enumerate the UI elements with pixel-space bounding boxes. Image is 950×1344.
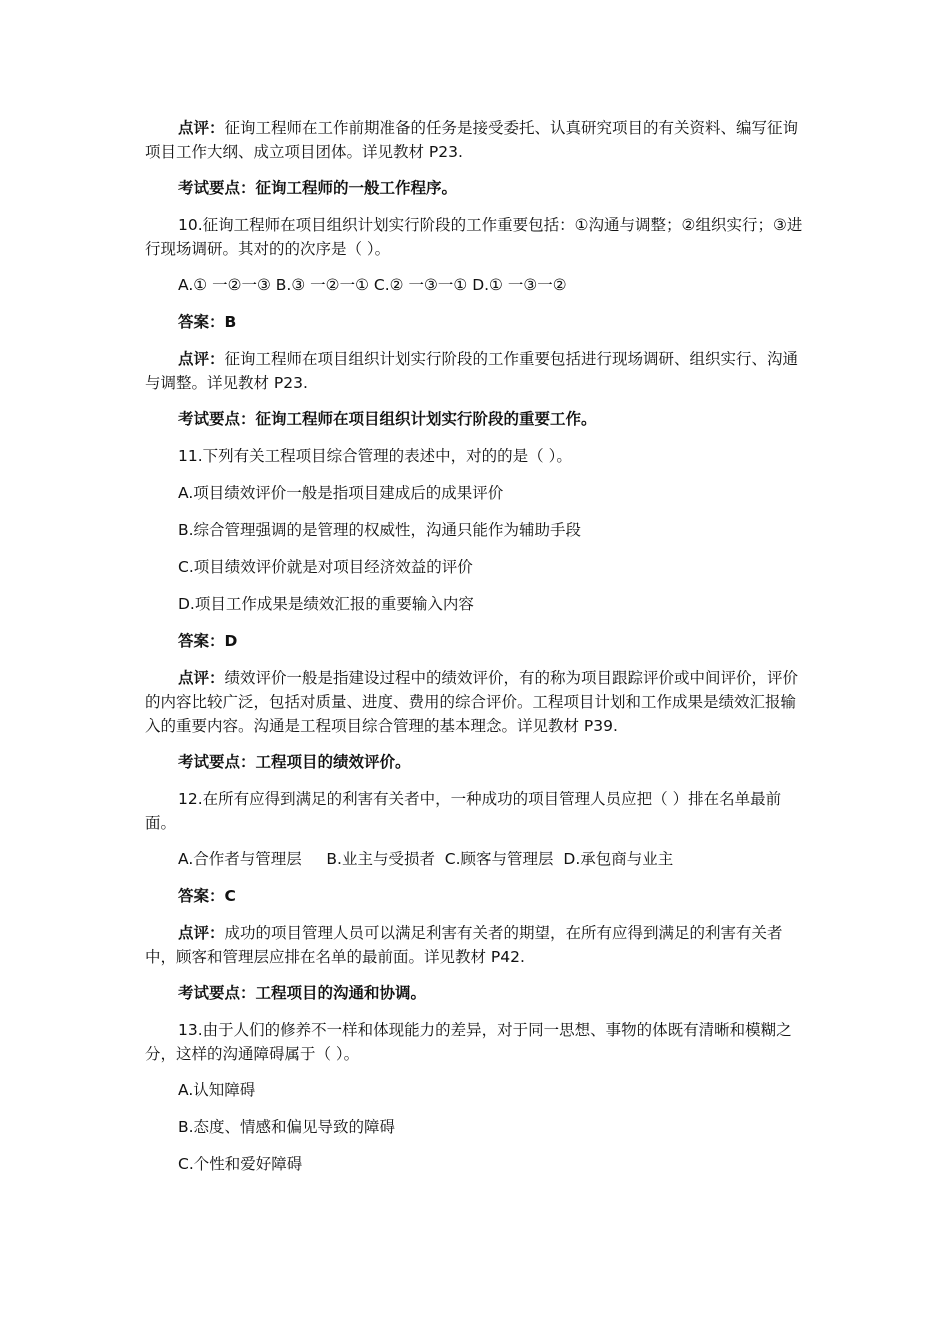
comment-text: 征询工程师在项目组织计划实行阶段的工作重要包括进行现场调研、组织实行、沟通与调整。详见教材 P23.: [145, 350, 799, 392]
option-a: A.项目绩效评价一般是指项目建成后的成果评价: [178, 484, 504, 502]
comment-label: 点评：: [178, 669, 225, 687]
exam-key-point: 考试要点：征询工程师在项目组织计划实行阶段的重要工作。: [178, 410, 597, 428]
comment-paragraph: [145, 921, 810, 969]
answer: 答案：C: [178, 887, 236, 905]
question-12-options: A.合作者与管理层 B.业主与受损者 C.顾客与管理层 D.承包商与业主: [178, 850, 674, 868]
option-c: C.项目绩效评价就是对项目经济效益的评价: [178, 558, 473, 576]
answer: 答案：D: [178, 632, 238, 650]
question-10-options: A.① 一②一③ B.③ 一②一① C.② 一③一① D.① 一③一②: [178, 276, 567, 294]
option-b: B.综合管理强调的是管理的权威性，沟通只能作为辅助手段: [178, 521, 582, 539]
comment-text: 征询工程师在工作前期准备的任务是接受委托、认真研究项目的有关资料、编写征询项目工作大纲、成立项目团体。详见教材 P23.: [145, 119, 799, 161]
comment-paragraph: [145, 347, 810, 395]
comment-text: 成功的项目管理人员可以满足利害有关者的期望，在所有应得到满足的利害有关者中，顾客和管理层应排在名单的最前面。详见教材 P42.: [145, 924, 783, 966]
option-d: D.项目工作成果是绩效汇报的重要输入内容: [178, 595, 474, 613]
option-a: A.认知障碍: [178, 1081, 256, 1099]
document-page: [145, 116, 810, 1189]
option-c: C.个性和爱好障碍: [178, 1155, 303, 1173]
comment-label: 点评：: [178, 350, 225, 368]
answer: 答案：B: [178, 313, 237, 331]
comment-paragraph: [145, 116, 810, 164]
question-13: 13.由于人们的修养不一样和体现能力的差异，对于同一思想、事物的体既有清晰和模糊之分，这样的沟通障碍属于（ ）。: [145, 1021, 792, 1063]
comment-label: 点评：: [178, 924, 225, 942]
question-11: 11.下列有关工程项目综合管理的表述中，对的的是（ ）。: [178, 447, 572, 465]
exam-key-point: 考试要点：征询工程师的一般工作程序。: [178, 179, 458, 197]
question-10: 10.征询工程师在项目组织计划实行阶段的工作重要包括：①沟通与调整；②组织实行；③进行现场调研。其对的的次序是（ ）。: [145, 216, 803, 258]
comment-paragraph: [145, 666, 810, 738]
exam-key-point: 考试要点：工程项目的绩效评价。: [178, 753, 411, 771]
question-12: 12.在所有应得到满足的利害有关者中，一种成功的项目管理人员应把（ ）排在名单最前面。: [145, 790, 782, 832]
option-b: B.态度、情感和偏见导致的障碍: [178, 1118, 396, 1136]
comment-text: 绩效评价一般是指建设过程中的绩效评价，有的称为项目跟踪评价或中间评价，评价的内容比较广泛，包括对质量、进度、费用的综合评价。工程项目计划和工作成果是绩效汇报输入的重要内容。沟通是工程项目综合管理的基本理念。详见教材 P39.: [145, 669, 799, 735]
comment-label: 点评：: [178, 119, 225, 137]
exam-key-point: 考试要点：工程项目的沟通和协调。: [178, 984, 427, 1002]
